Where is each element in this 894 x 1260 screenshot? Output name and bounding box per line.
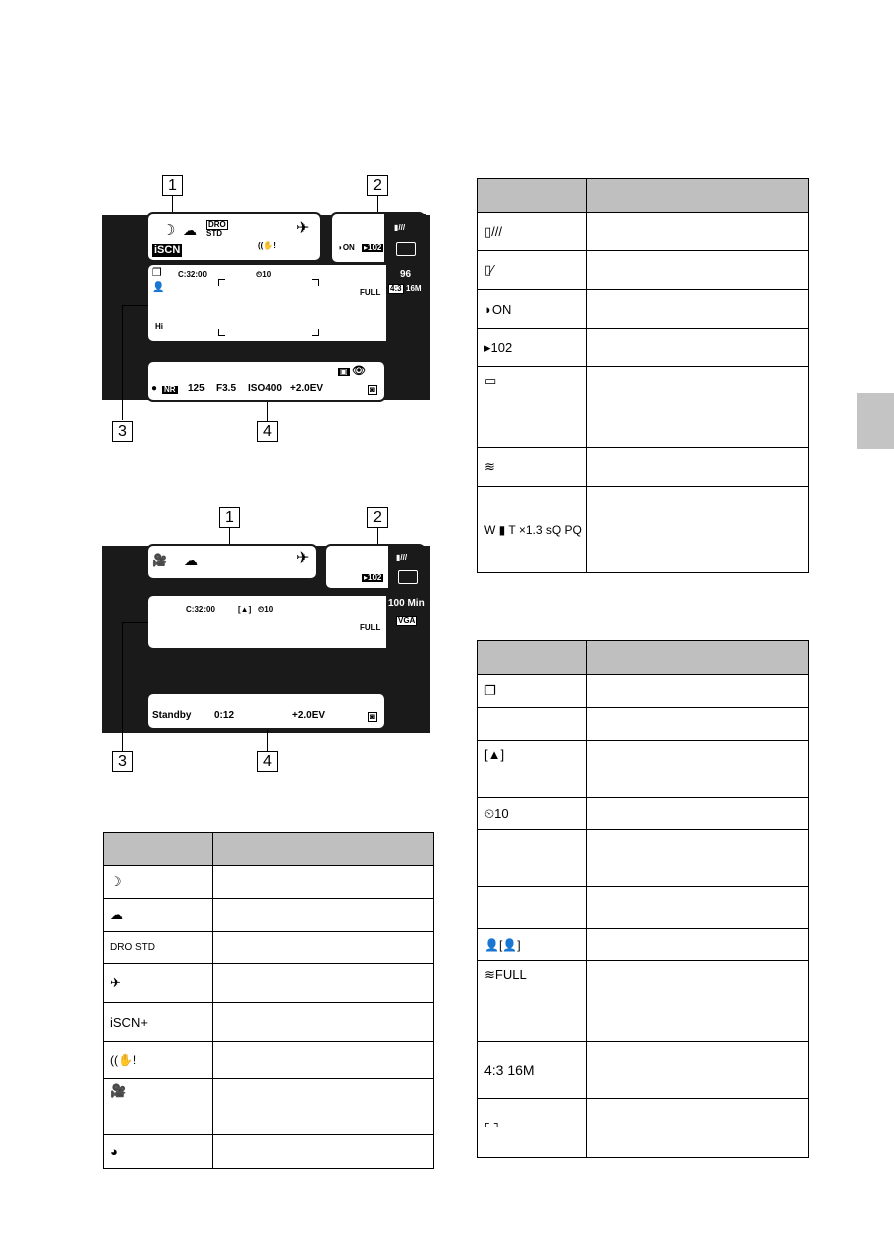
callout-3b: 3 bbox=[112, 751, 133, 772]
still-panel-2: ▮/// ◗ON ▸102 bbox=[330, 212, 426, 264]
display-table-right-top: ▯/// ▯⁄ ◗ON ▸102 ▭ ≋ W ▮ T ×1.3 sQ PQ bbox=[477, 178, 809, 573]
movie-panel-1: 🎥 ☁ ✈ bbox=[146, 544, 318, 580]
movie-panel-3: C:32:00 [▲] ⏲10 FULL 100 Min VGA bbox=[146, 594, 426, 650]
callout-1b: 1 bbox=[219, 507, 240, 528]
callout-4b: 4 bbox=[257, 751, 278, 772]
callout-2: 2 bbox=[367, 175, 388, 196]
still-panel-1: ☽ ☁ DRO STD ✈ ((✋! iSCN bbox=[146, 212, 322, 262]
display-table-right-bottom: ❐ [▲] ⏲10 👤[👤] ≋FULL 4:3 16M ⌜ ⌝ bbox=[477, 640, 809, 1158]
movie-panel-2: ▮/// ▸102 bbox=[324, 544, 426, 590]
movie-panel-4: Standby 0:12 +2.0EV ◙ bbox=[146, 692, 386, 730]
callout-3: 3 bbox=[112, 421, 133, 442]
callout-2b: 2 bbox=[367, 507, 388, 528]
still-panel-4: ▣ 👁 ● NR 125 F3.5 ISO400 +2.0EV ◙ bbox=[146, 360, 386, 402]
callout-4: 4 bbox=[257, 421, 278, 442]
display-table-left: ☽ ☁ DRO STD ✈ iSCN+ ((✋! 🎥 ◕ bbox=[103, 832, 434, 1169]
still-panel-3: ❐ C:32:00 ⏲10 👤 FULL Hi 96 4:3 16M bbox=[146, 263, 426, 343]
section-thumb-tab bbox=[857, 393, 894, 449]
callout-1: 1 bbox=[162, 175, 183, 196]
